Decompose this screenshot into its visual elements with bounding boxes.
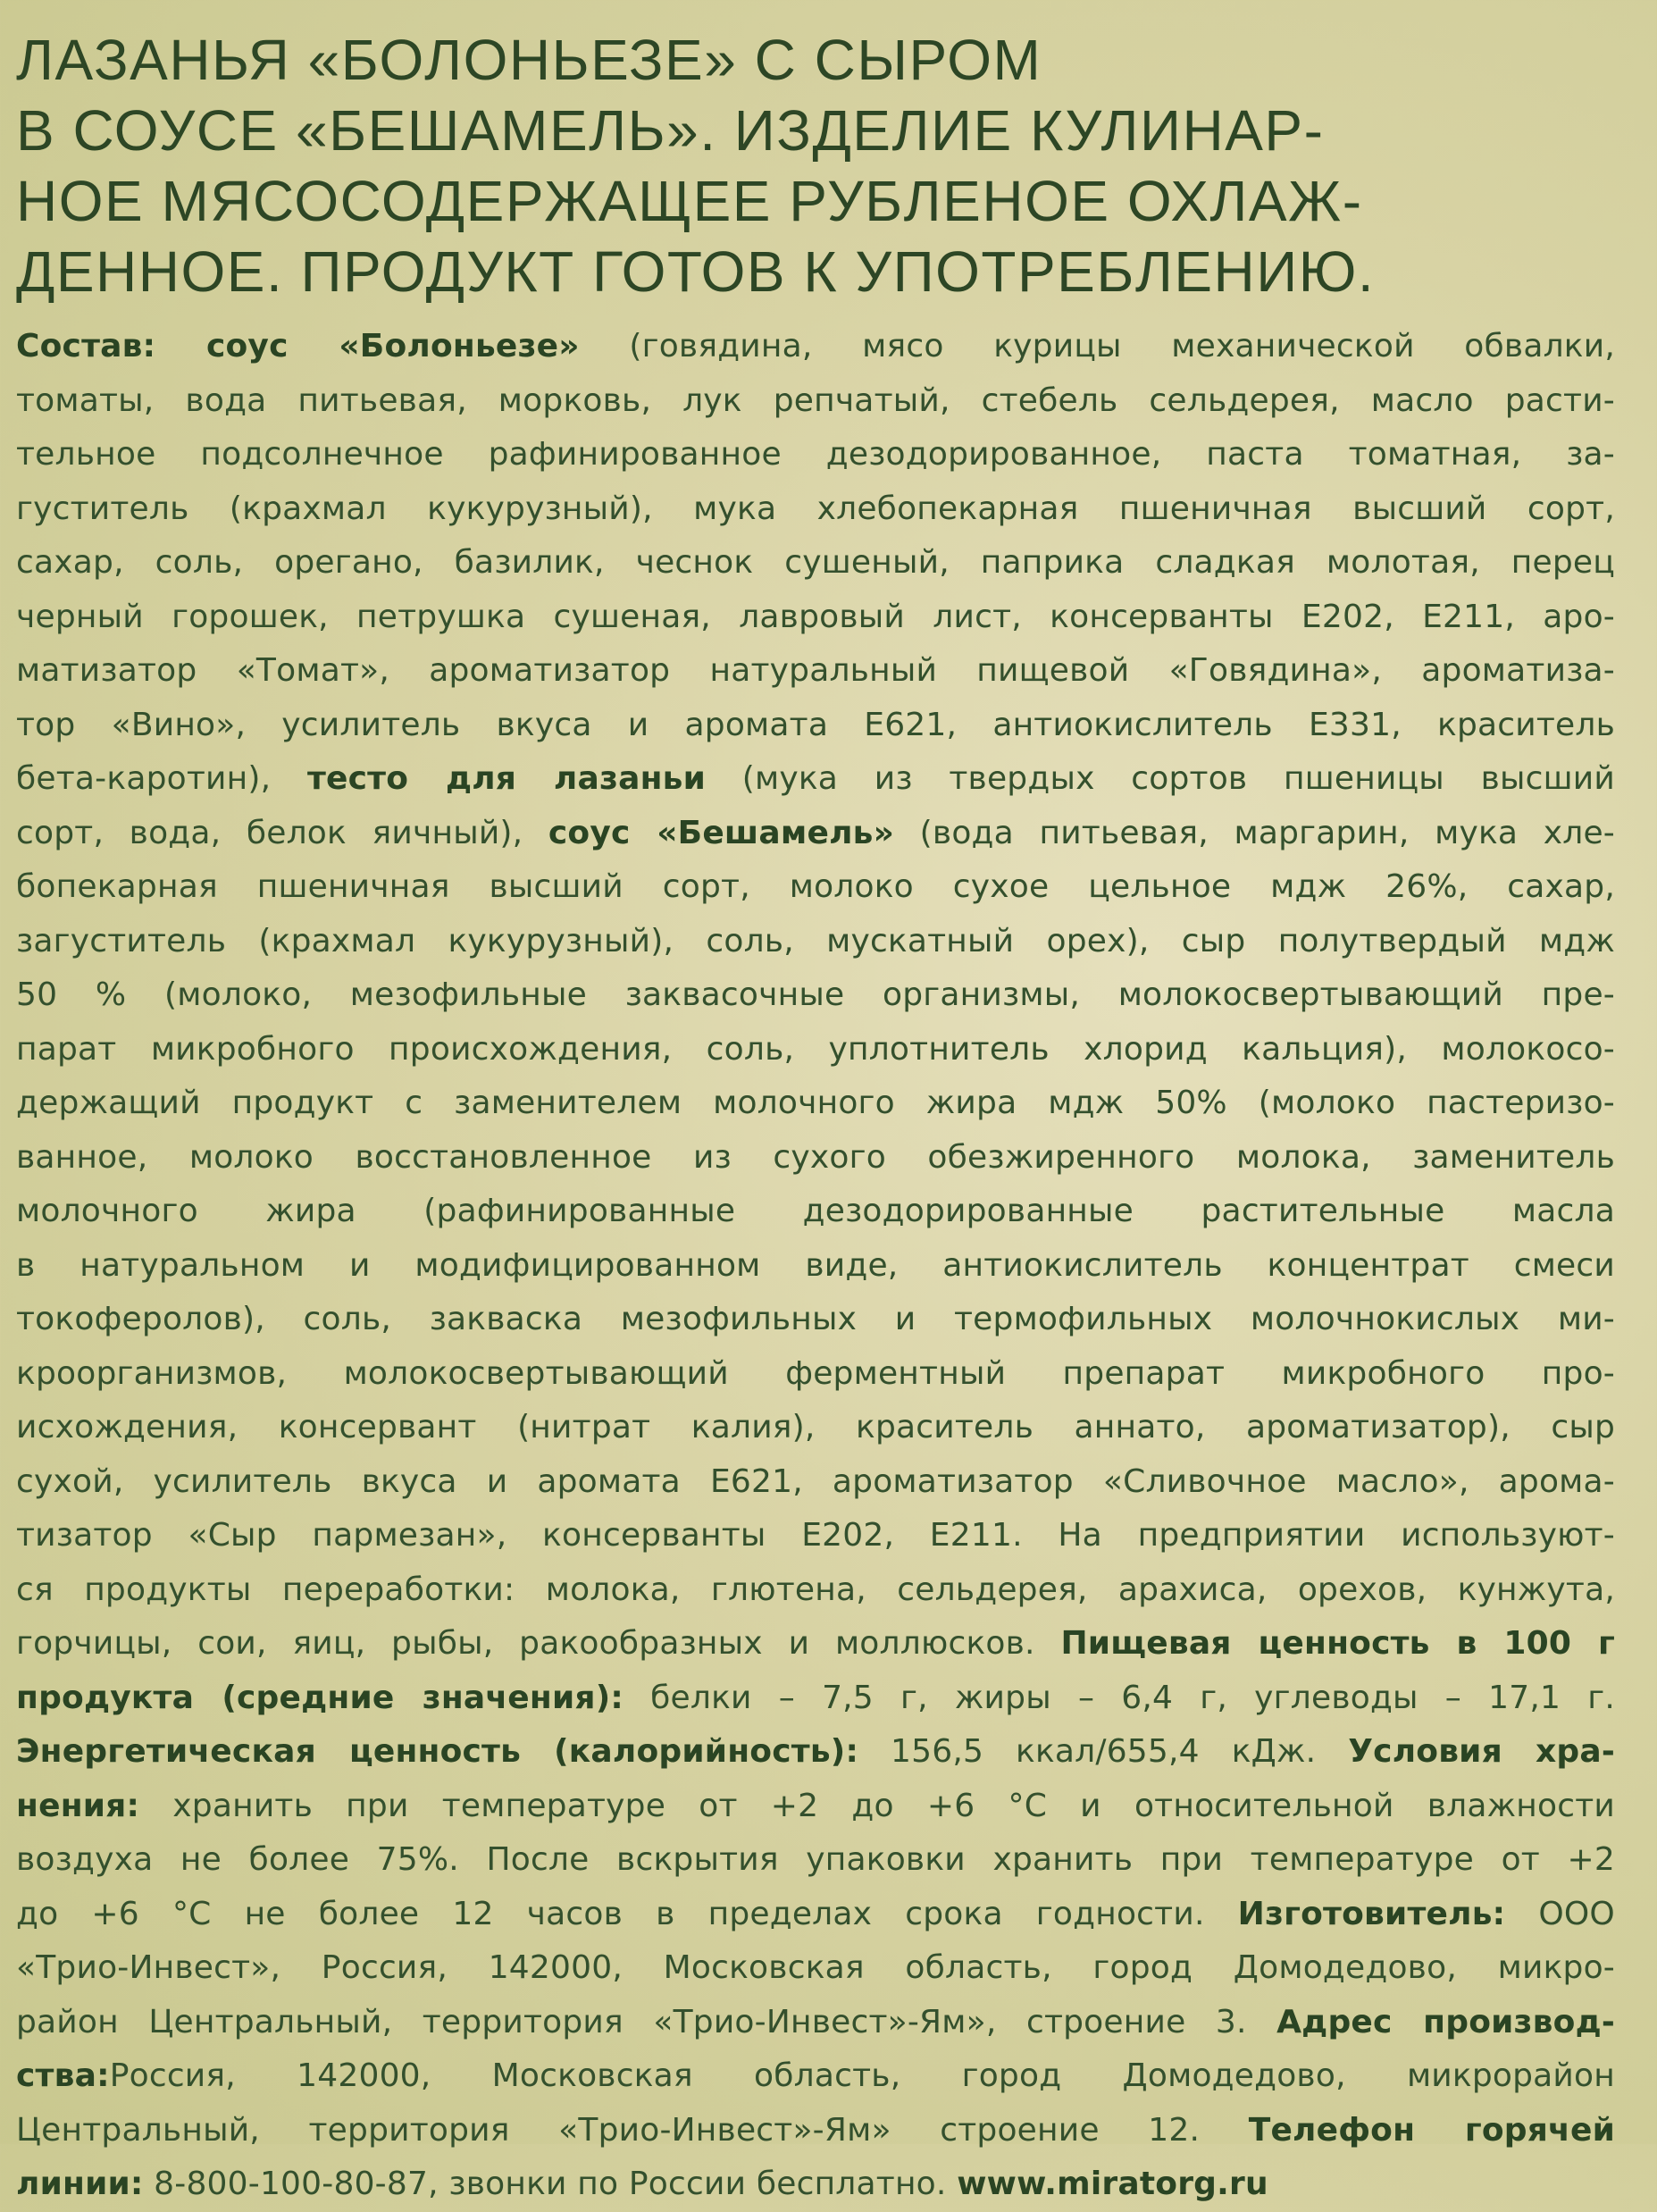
text-line: сахар, соль, орегано, базилик, чеснок сушеный, паприка сладкая молотая, перец xyxy=(16,544,1615,581)
website-link: www.miratorg.ru xyxy=(957,2166,1268,2202)
text-line: парат микробного происхождения, соль, уплотнитель хлорид кальция), молокосо- xyxy=(16,1030,1615,1068)
text-line: сухой, усилитель вкуса и аромата Е621, ароматизатор «Сливочное масло», арома- xyxy=(16,1462,1615,1500)
text-line: загуститель (крахмал кукурузный), соль, мускатный орех), сыр полутвердый мдж xyxy=(16,922,1615,959)
hotline-heading: Телефон горячей xyxy=(1248,2111,1615,2149)
text-line: токоферолов), соль, закваска мезофильных и термофильных молочнокислых ми- xyxy=(16,1301,1615,1337)
composition-text xyxy=(16,320,1615,2212)
address-heading-cont: ства: xyxy=(16,2057,110,2094)
nutrition-heading-cont: продукта (средние значения): xyxy=(16,1679,623,1716)
text-line: Состав: соус «Болоньезе» (говядина, мясо курицы механической обвалки, xyxy=(16,328,1615,364)
text-line: томаты, вода питьевая, морковь, лук репчатый, стебель сельдерея, масло расти- xyxy=(16,381,1615,419)
bechamel-heading: соус «Бешамель» xyxy=(548,814,895,851)
text-line: горчицы, сои, яиц, рыбы, ракообразных и моллюсков. Пищевая ценность в 100 г xyxy=(16,1625,1615,1662)
text-line: бета-каротин), тесто для лазаньи (мука из твердых сортов пшеницы высший xyxy=(16,760,1615,797)
storage-heading-cont: нения: xyxy=(16,1787,140,1824)
text-line: ся продукты переработки: молока, глютена, сельдерея, арахиса, орехов, кунжута, xyxy=(16,1571,1615,1608)
text-line: густитель (крахмал кукурузный), мука хлебопекарная пшеничная высший сорт, xyxy=(16,490,1615,527)
product-label xyxy=(16,25,1615,2212)
text-line: в натуральном и модифицированном виде, антиокислитель концентрат смеси xyxy=(16,1246,1615,1284)
text-line: до +6 °С не более 12 часов в пределах срока годности. Изготовитель: ООО xyxy=(16,1895,1615,1932)
text-line: район Центральный, территория «Трио-Инвест»-Ям», строение 3. Адрес производ- xyxy=(16,2003,1615,2040)
energy-heading: Энергетическая ценность (калорийность): xyxy=(16,1733,859,1770)
text-line: черный горошек, петрушка сушеная, лавровый лист, консерванты Е202, Е211, аро- xyxy=(16,598,1615,635)
manufacturer-heading: Изготовитель: xyxy=(1237,1895,1506,1932)
text-line: Энергетическая ценность (калорийность): 156,5 ккал/655,4 кДж. Условия хра- xyxy=(16,1733,1615,1770)
title-line: ЛАЗАНЬЯ «БОЛОНЬЕЗЕ» С СЫРОМ xyxy=(16,28,1042,92)
text-line: молочного жира (рафинированные дезодорированные растительные масла xyxy=(16,1193,1615,1229)
hotline-heading-cont: линии: xyxy=(16,2166,144,2202)
nutrition-heading: Пищевая ценность в 100 г xyxy=(1060,1625,1615,1662)
text-line: матизатор «Томат», ароматизатор натуральный пищевой «Говядина», ароматиза- xyxy=(16,652,1615,689)
text-line: держащий продукт с заменителем молочного жира мдж 50% (молоко пастеризо- xyxy=(16,1085,1615,1121)
text-line: «Трио-Инвест», Россия, 142000, Московская область, город Домодедово, микро- xyxy=(16,1949,1615,1986)
text-line: тизатор «Сыр пармезан», консерванты Е202, Е211. На предприятии используют- xyxy=(16,1517,1615,1554)
storage-heading: Условия хра- xyxy=(1348,1733,1615,1770)
text-line: линии: 8-800-100-80-87, звонки по России бесплатно. www.miratorg.ru xyxy=(16,2166,1268,2202)
text-line: ванное, молоко восстановленное из сухого обезжиренного молока, заменитель xyxy=(16,1138,1615,1176)
text-line: 50 % (молоко, мезофильные заквасочные организмы, молокосвертывающий пре- xyxy=(16,976,1615,1013)
text-line: тельное подсолнечное рафинированное дезодорированное, паста томатная, за- xyxy=(16,436,1615,473)
text-line: продукта (средние значения): белки – 7,5 г, жиры – 6,4 г, углеводы – 17,1 г. xyxy=(16,1679,1615,1716)
product-title xyxy=(16,25,1615,307)
text-line: нения: хранить при температуре от +2 до +6 °С и относительной влажности xyxy=(16,1787,1615,1824)
title-line: НОЕ МЯСОСОДЕРЖАЩЕЕ РУБЛЕНОЕ ОХЛАЖ- xyxy=(16,169,1363,233)
title-line: ДЕННОЕ. ПРОДУКТ ГОТОВ К УПОТРЕБЛЕНИЮ. xyxy=(16,239,1376,304)
pasta-heading: тесто для лазаньи xyxy=(306,760,707,797)
text-line: кроорганизмов, молокосвертывающий ферментный препарат микробного про- xyxy=(16,1354,1615,1392)
composition-heading: Состав: соус «Болоньезе» xyxy=(16,328,580,364)
text-line: сорт, вода, белок яичный), соус «Бешамель» (вода питьевая, маргарин, мука хле- xyxy=(16,814,1615,851)
text-line: Центральный, территория «Трио-Инвест»-Ям» строение 12. Телефон горячей xyxy=(16,2111,1615,2149)
text-line: ства:Россия, 142000, Московская область, город Домодедово, микрорайон xyxy=(16,2057,1615,2094)
text-line: воздуха не более 75%. После вскрытия упаковки хранить при температуре от +2 xyxy=(16,1841,1615,1878)
text-line: тор «Вино», усилитель вкуса и аромата Е621, антиокислитель Е331, краситель xyxy=(16,706,1615,743)
text-line: исхождения, консервант (нитрат калия), краситель аннато, ароматизатор), сыр xyxy=(16,1409,1615,1445)
address-heading: Адрес производ- xyxy=(1276,2003,1615,2040)
title-line: В СОУСЕ «БЕШАМЕЛЬ». ИЗДЕЛИЕ КУЛИНАР- xyxy=(16,98,1325,163)
text-line: бопекарная пшеничная высший сорт, молоко сухое цельное мдж 26%, сахар, xyxy=(16,868,1615,905)
